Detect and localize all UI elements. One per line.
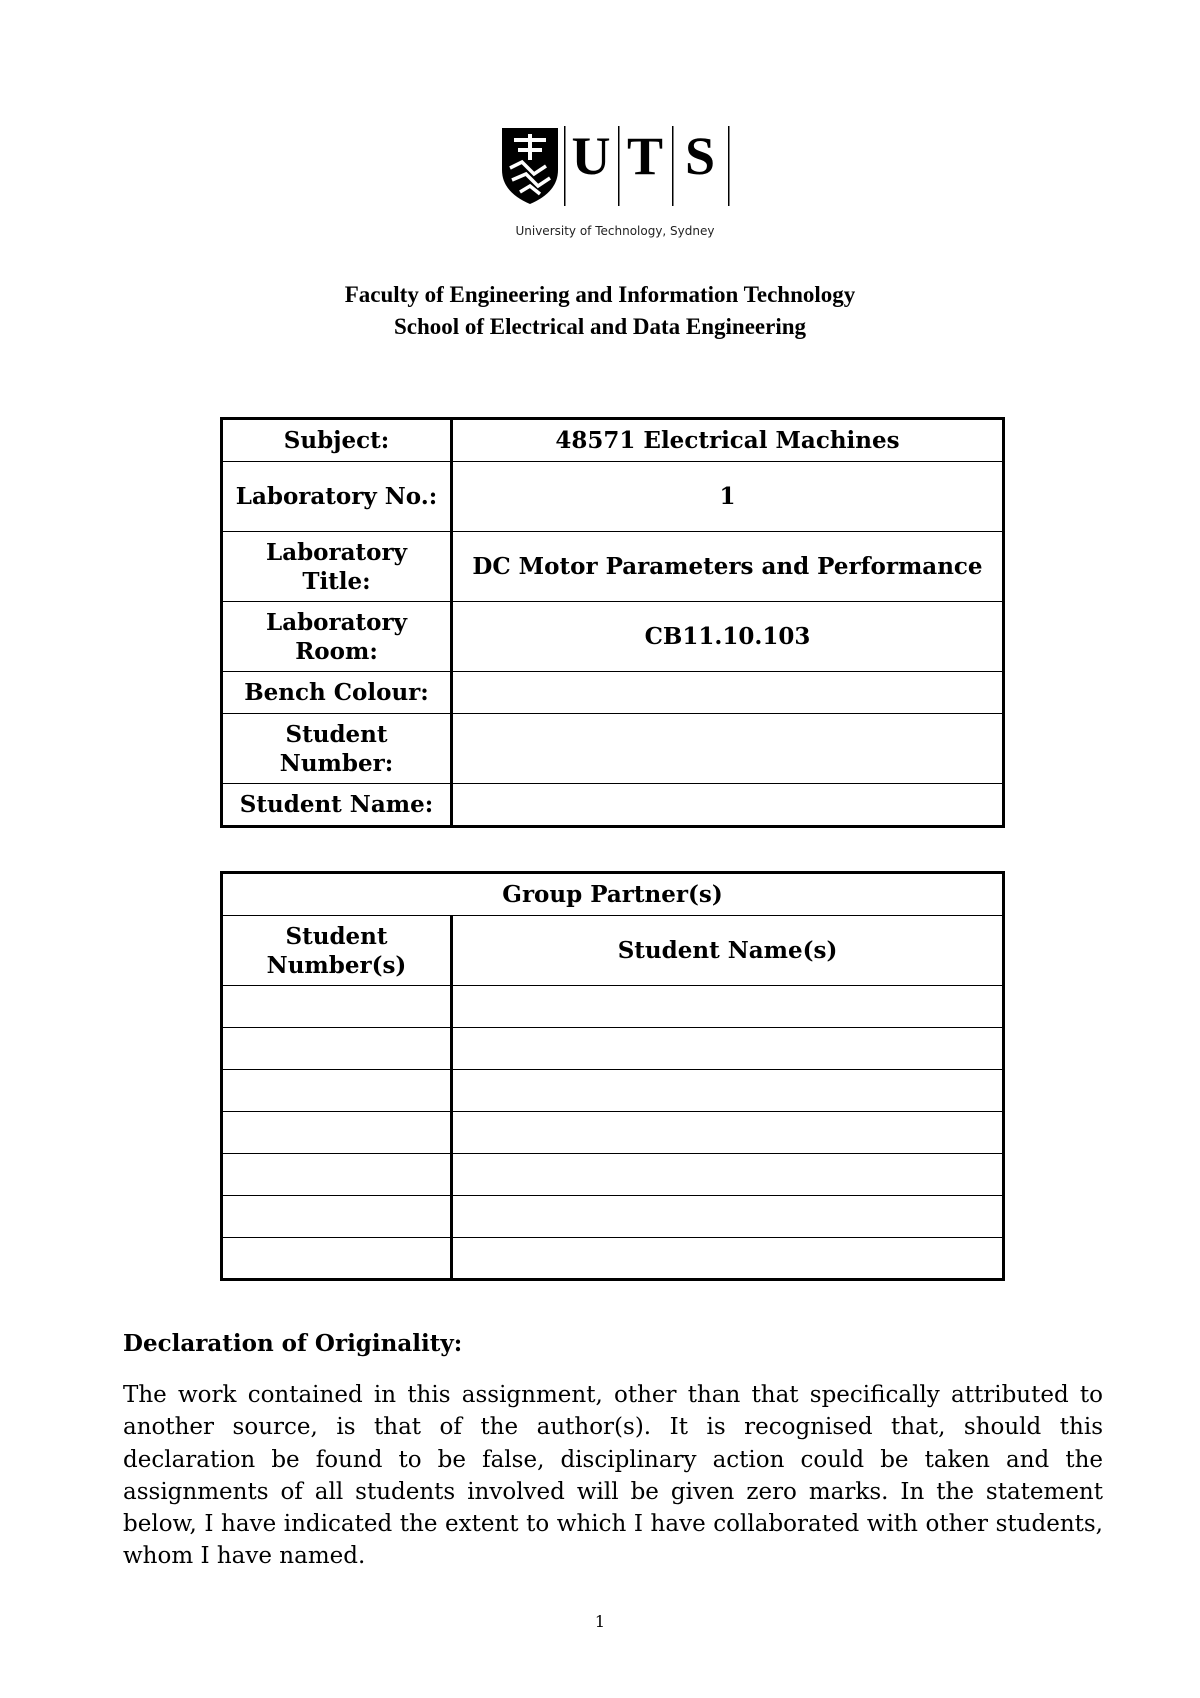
declaration-body: The work contained in this assignment, other than that specifically attributed to another source, is that of the author(s). It is recognised that, should this declaration be found to be false, disciplinary action could be taken and the assignments of all students involved will be given zero marks. In the statement below, I have indicated the extent to which I have collaborated with other students, whom I have named. [123,1382,1103,1570]
details-row-subject [222,419,1004,462]
partner-name-cell[interactable] [452,1154,1004,1196]
subject-label: Subject: [222,419,452,462]
svg-text:S: S [684,126,716,186]
details-row-lab-room [222,602,1004,672]
lab-number-value: 1 [452,462,1004,532]
partner-name-cell[interactable] [452,1196,1004,1238]
lab-title-value: DC Motor Parameters and Performance [452,532,1004,602]
bench-colour-label: Bench Colour: [222,672,452,714]
table-row [222,1070,1004,1112]
partner-name-cell[interactable] [452,1028,1004,1070]
partner-number-cell[interactable] [222,1238,452,1280]
partner-number-header: Student Number(s) [222,916,452,986]
student-name-label: Student Name: [222,784,452,827]
subject-value: 48571 Electrical Machines [452,419,1004,462]
partner-name-cell[interactable] [452,1238,1004,1280]
table-row [222,1196,1004,1238]
partner-number-cell[interactable] [222,1070,452,1112]
details-row-bench-colour [222,672,1004,714]
declaration-title: Declaration of Originality: [123,1330,463,1357]
partners-title: Group Partner(s) [222,873,1004,916]
lab-details-table [220,417,1005,828]
partner-number-cell[interactable] [222,1154,452,1196]
lab-title-label: Laboratory Title: [222,532,452,602]
partner-name-cell[interactable] [452,986,1004,1028]
uts-logo-graphic [500,126,730,206]
partner-name-cell[interactable] [452,1070,1004,1112]
partner-name-header: Student Name(s) [452,916,1004,986]
details-row-student-name [222,784,1004,827]
details-row-lab-title [222,532,1004,602]
table-row [222,1028,1004,1070]
partners-header-row [222,916,1004,986]
table-row [222,986,1004,1028]
lab-room-value: CB11.10.103 [452,602,1004,672]
group-partners-table [220,871,1005,1281]
partner-number-cell[interactable] [222,986,452,1028]
table-row [222,1154,1004,1196]
svg-text:T: T [626,126,664,186]
university-name: University of Technology, Sydney [515,224,715,238]
table-row [222,1112,1004,1154]
partner-number-cell[interactable] [222,1028,452,1070]
lab-number-label: Laboratory No.: [222,462,452,532]
bench-colour-field[interactable] [452,672,1004,714]
student-name-field[interactable] [452,784,1004,827]
partners-title-row [222,873,1004,916]
student-number-label: Student Number: [222,714,452,784]
faculty-heading: Faculty of Engineering and Information Technology [344,282,856,307]
partner-number-cell[interactable] [222,1112,452,1154]
lab-room-label: Laboratory Room: [222,602,452,672]
student-number-field[interactable] [452,714,1004,784]
details-row-student-number [222,714,1004,784]
table-row [222,1238,1004,1280]
partner-name-cell[interactable] [452,1112,1004,1154]
details-row-lab-number [222,462,1004,532]
school-heading: School of Electrical and Data Engineering [393,314,807,339]
partner-number-cell[interactable] [222,1196,452,1238]
svg-text:U: U [571,126,611,186]
page-number: 1 [594,1612,606,1631]
